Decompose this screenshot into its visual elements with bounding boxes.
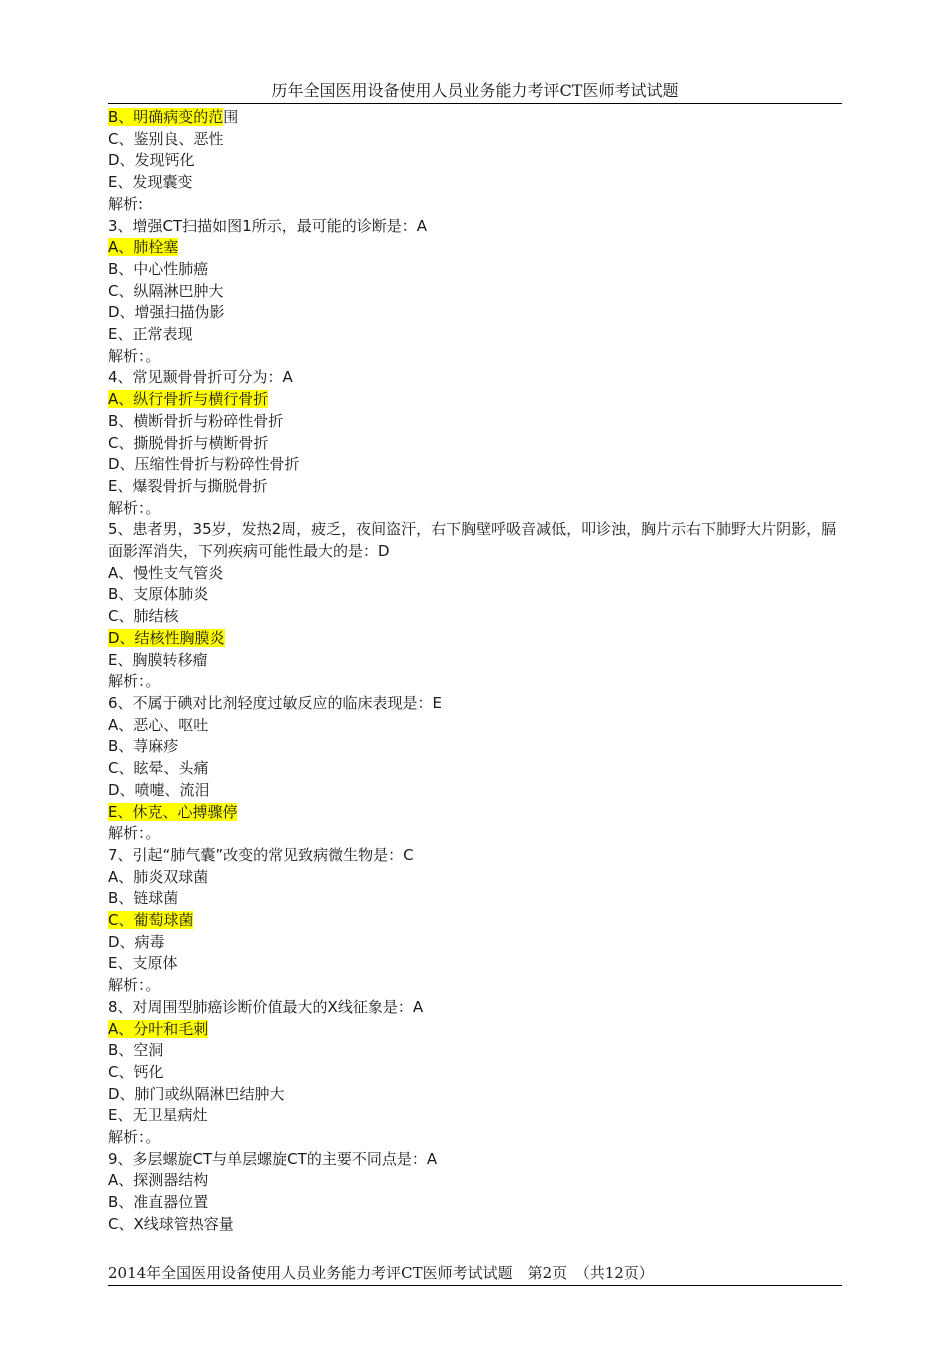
footer-rule (108, 1285, 842, 1286)
text-line: E、发现囊变 (108, 173, 193, 192)
text-line: D、喷嚏、流泪 (108, 780, 210, 799)
text-line: B、荨麻疹 (108, 737, 179, 756)
text-line (108, 237, 842, 259)
page-footer: 2014年全国医用设备使用人员业务能力考评CT医师考试试题 第2页 （共12页） (108, 1264, 654, 1282)
text-line: E、爆裂骨折与撕脱骨折 (108, 476, 268, 495)
text-line: 解析：。 (108, 976, 161, 995)
text-line: 5、患者男，35岁，发热2周，疲乏，夜间盗汗，右下胸壁呼吸音减低，叩诊浊，胸片示右下肺野大片阴影，膈面影浑消失，下列疾病可能性最大的是：D (108, 520, 837, 561)
text-line: C、撕脱骨折与横断骨折 (108, 433, 269, 452)
text-line: D、肺门或纵隔淋巴结肿大 (108, 1084, 285, 1103)
text-line: 解析：。 (108, 672, 161, 691)
text-line: D、病毒 (108, 932, 165, 951)
text-line (108, 389, 842, 411)
text-line: B、链球菌 (108, 889, 179, 908)
text-line: D、发现钙化 (108, 151, 195, 170)
text-line: E、支原体 (108, 954, 178, 973)
text-line: E、无卫星病灶 (108, 1106, 208, 1125)
text-line: C、眩晕、头痛 (108, 759, 209, 778)
text-line: C、X线球管热容量 (108, 1214, 234, 1233)
text-line (108, 910, 842, 932)
text-line: 解析：。 (108, 824, 161, 843)
page-header: 历年全国医用设备使用人员业务能力考评CT医师考试试题 (271, 81, 679, 100)
text-line: 4、常见颞骨骨折可分为：A (108, 368, 293, 387)
text-line: B、准直器位置 (108, 1193, 209, 1212)
text-line: E、正常表现 (108, 325, 193, 344)
text-line: E、胸膜转移瘤 (108, 650, 208, 669)
text-line: 解析：。 (108, 346, 161, 365)
text-line: C、鉴别良、恶性 (108, 129, 224, 148)
text-line (108, 628, 842, 650)
text-line: D、压缩性骨折与粉碎性骨折 (108, 455, 300, 474)
text-line: 7、引起“肺气囊”改变的常见致病微生物是：C (108, 845, 414, 864)
text-line: A、肺炎双球菌 (108, 867, 209, 886)
text-line: A、恶心、呕吐 (108, 715, 209, 734)
text-line: C、钙化 (108, 1062, 164, 1081)
highlighted-answer: A、纵行骨折与横行骨折 (108, 390, 269, 409)
text-line: 解析: (108, 194, 144, 213)
text-line: 9、多层螺旋CT与单层螺旋CT的主要不同点是：A (108, 1149, 438, 1168)
text-line (108, 1019, 842, 1041)
header-rule (108, 103, 842, 104)
text-line: 解析：。 (108, 1128, 161, 1147)
text-line: 解析：。 (108, 498, 161, 517)
text-line (108, 107, 842, 129)
text-line: D、增强扫描伪影 (108, 303, 225, 322)
text-line: 8、对周围型肺癌诊断价值最大的X线征象是：A (108, 997, 424, 1016)
highlighted-answer: C、葡萄球菌 (108, 911, 194, 930)
highlighted-answer: D、结核性胸膜炎 (108, 628, 225, 647)
text-line: C、肺结核 (108, 607, 179, 626)
text-line: B、横断骨折与粉碎性骨折 (108, 411, 284, 430)
text-rest: 围 (223, 108, 239, 126)
highlighted-answer: E、休克、心搏骤停 (108, 802, 238, 821)
text-line (108, 802, 842, 824)
text-line: B、中心性肺癌 (108, 259, 209, 278)
highlighted-answer: B、明确病变的范 (108, 108, 224, 126)
text-line: A、探测器结构 (108, 1171, 209, 1190)
text-line: 6、不属于碘对比剂轻度过敏反应的临床表现是：E (108, 693, 443, 712)
text-line: A、慢性支气管炎 (108, 563, 224, 582)
question-content (108, 107, 842, 1236)
highlighted-answer: A、肺栓塞 (108, 238, 179, 257)
text-line: C、纵隔淋巴肿大 (108, 281, 224, 300)
text-line: B、支原体肺炎 (108, 585, 209, 604)
text-line: B、空洞 (108, 1041, 164, 1060)
text-line: 3、增强CT扫描如图1所示，最可能的诊断是：A (108, 216, 427, 235)
highlighted-answer: A、分叶和毛刺 (108, 1019, 209, 1038)
